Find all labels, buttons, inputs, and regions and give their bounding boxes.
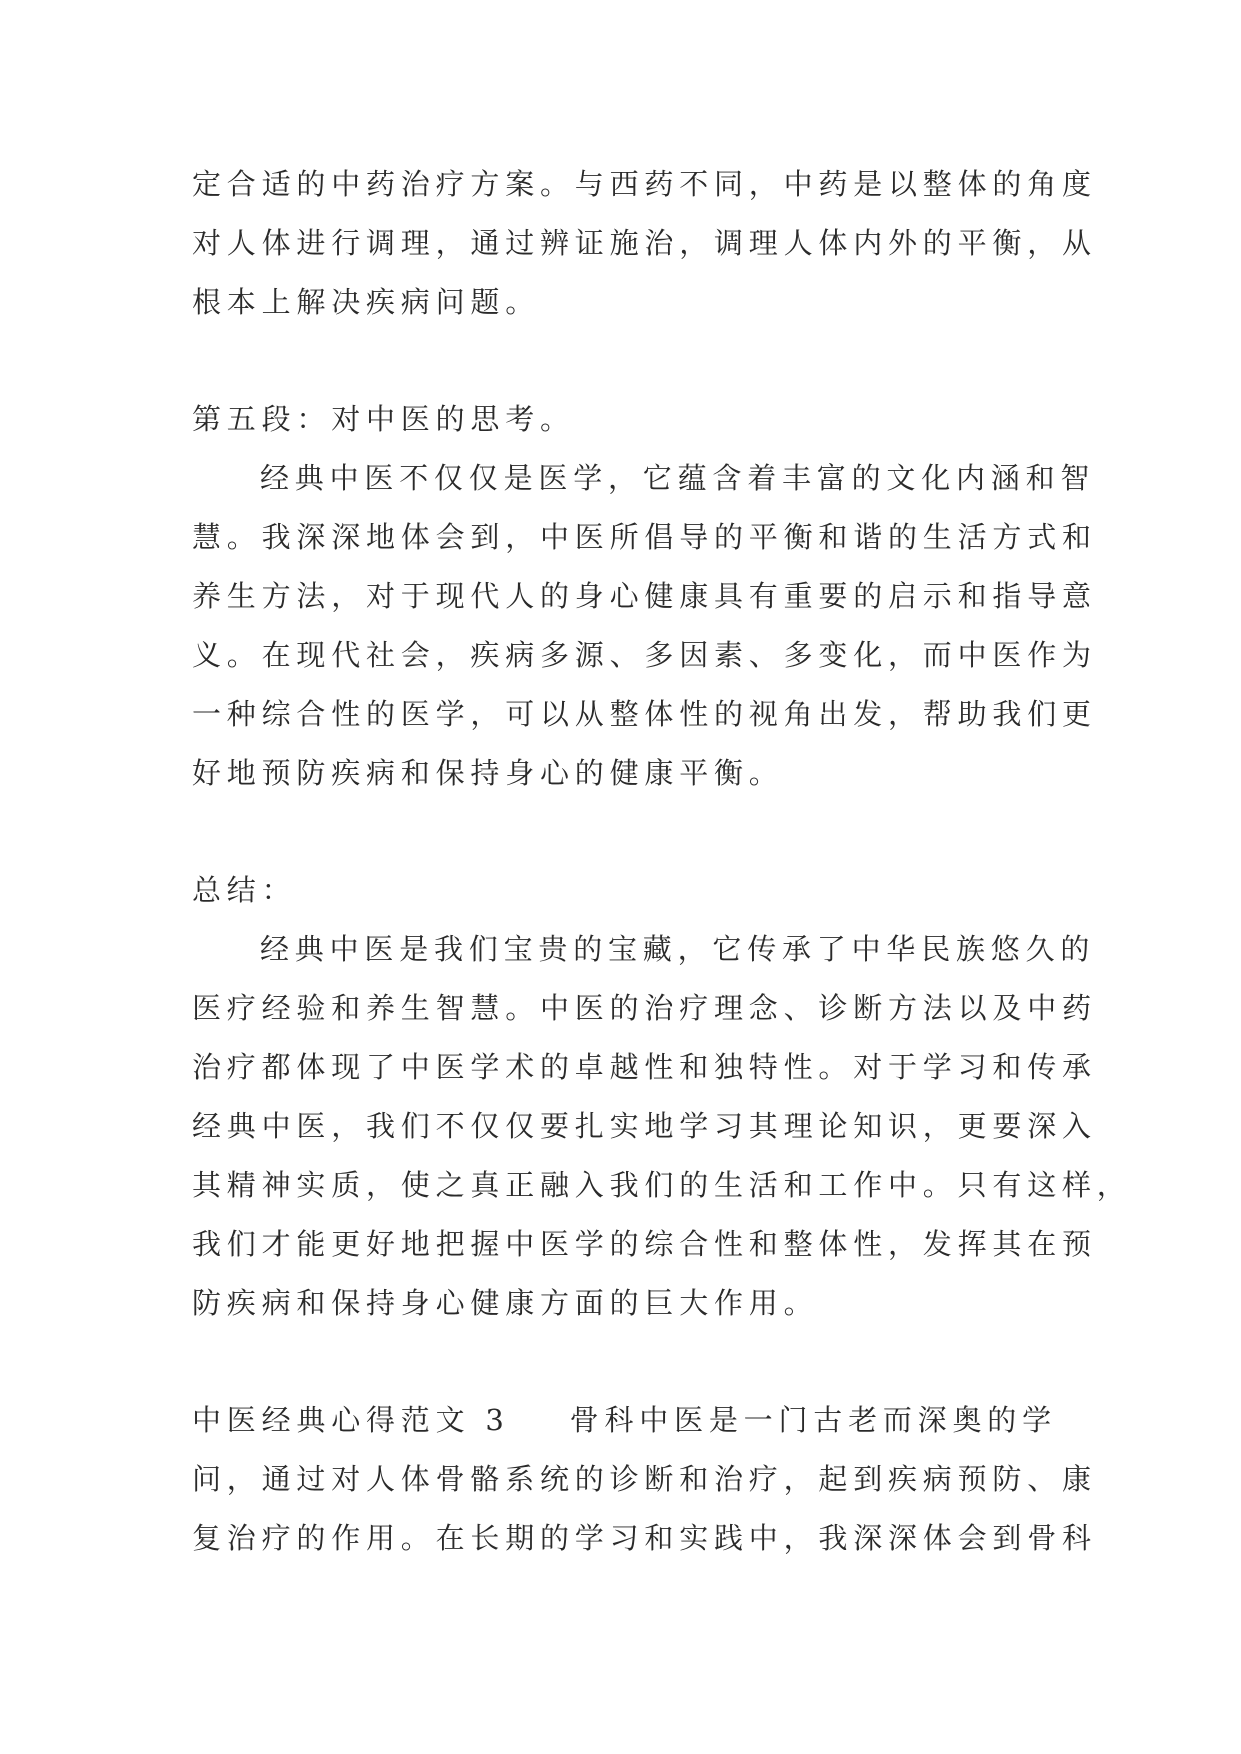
text-line: 养生方法，对于现代人的身心健康具有重要的启示和指导意 <box>192 579 1097 613</box>
text-line: 义。在现代社会，疾病多源、多因素、多变化，而中医作为 <box>192 638 1097 672</box>
section-five <box>192 390 1097 803</box>
text-line: 问，通过对人体骨骼系统的诊断和治疗，起到疾病预防、康 <box>192 1462 1097 1496</box>
text-line: 治疗都体现了中医学术的卓越性和独特性。对于学习和传承 <box>192 1050 1097 1084</box>
text-line: 一种综合性的医学，可以从整体性的视角出发，帮助我们更 <box>192 697 1097 731</box>
document-page <box>192 155 1132 1568</box>
essay-three <box>192 1391 1097 1568</box>
text-line: 定合适的中药治疗方案。与西药不同，中药是以整体的角度 <box>192 167 1097 201</box>
text-line: 经典中医不仅仅是医学，它蕴含着丰富的文化内涵和智 <box>260 461 1096 495</box>
text-line: 经典中医，我们不仅仅要扎实地学习其理论知识，更要深入 <box>192 1109 1097 1143</box>
section-heading: 第五段：对中医的思考。 <box>192 402 575 436</box>
essay-first-line-text: 骨科中医是一门古老而深奥的学 <box>569 1403 1057 1437</box>
text-line: 防疾病和保持身心健康方面的巨大作用。 <box>192 1286 819 1320</box>
essay-title: 中医经典心得范文 3 <box>192 1403 510 1437</box>
text-line: 经典中医是我们宝贵的宝藏，它传承了中华民族悠久的 <box>260 932 1096 966</box>
text-line: 根本上解决疾病问题。 <box>192 285 541 319</box>
text-line: 其精神实质，使之真正融入我们的生活和工作中。只有这样， <box>192 1168 1132 1202</box>
essay-first-line <box>192 1391 1057 1450</box>
text-line: 对人体进行调理，通过辨证施治，调理人体内外的平衡，从 <box>192 226 1097 260</box>
text-line: 复治疗的作用。在长期的学习和实践中，我深深体会到骨科 <box>192 1521 1097 1555</box>
text-line: 慧。我深深地体会到，中医所倡导的平衡和谐的生活方式和 <box>192 520 1097 554</box>
paragraph-gap <box>192 332 1054 390</box>
section-heading: 总结： <box>192 873 297 907</box>
text-line: 医疗经验和养生智慧。中医的治疗理念、诊断方法以及中药 <box>192 991 1097 1025</box>
paragraph-gap <box>192 803 1054 861</box>
text-line: 我们才能更好地把握中医学的综合性和整体性，发挥其在预 <box>192 1227 1097 1261</box>
paragraph-continued <box>192 155 1097 332</box>
paragraph-gap <box>192 1333 1054 1391</box>
text-line: 好地预防疾病和保持身心的健康平衡。 <box>192 756 784 790</box>
summary-section <box>192 861 1132 1333</box>
